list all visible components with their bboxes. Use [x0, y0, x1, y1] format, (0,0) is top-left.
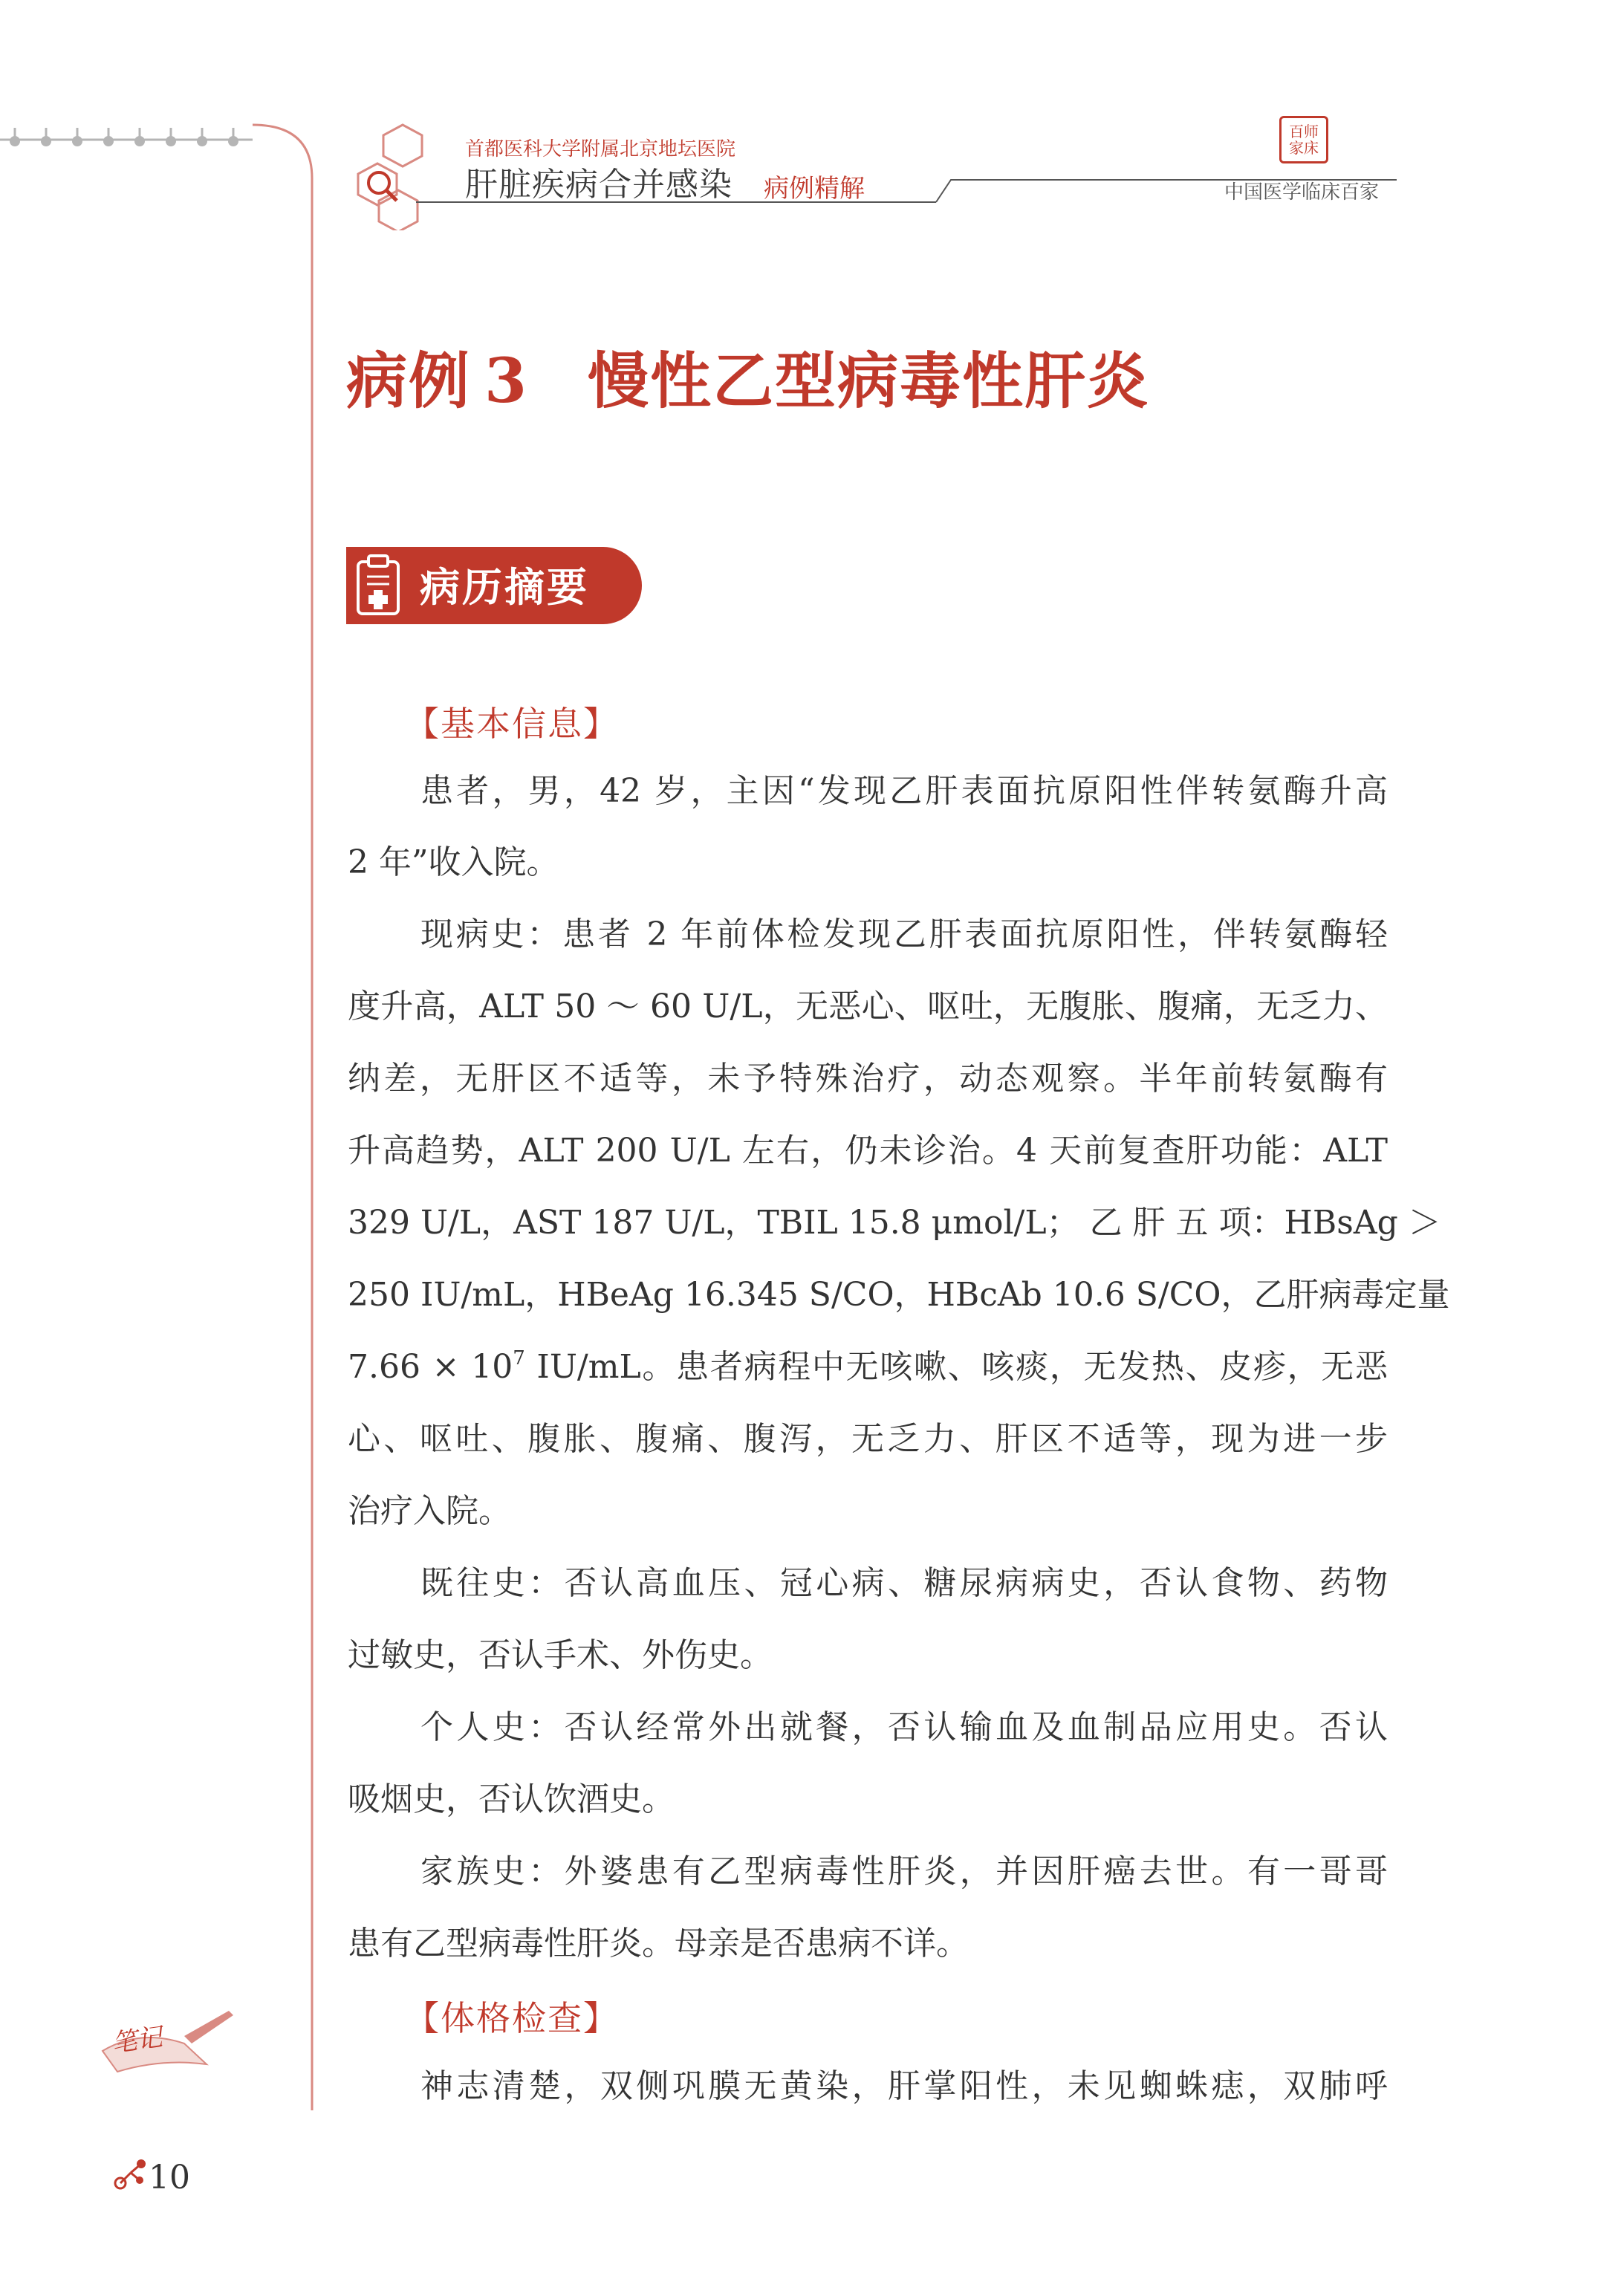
- text-line: [348, 1347, 1388, 1386]
- seal-stamp: [1279, 116, 1328, 163]
- collection-name: 中国医学临床百家: [1224, 181, 1380, 204]
- text-line: 吸烟史，否认饮酒史。: [348, 1780, 675, 1818]
- section-badge-label: 病历摘要: [420, 564, 589, 611]
- text-line: 2 年”收入院。: [348, 843, 559, 881]
- text-line: 过敏史，否认手术、外伤史。: [348, 1636, 773, 1674]
- clipboard-medical-icon: [352, 553, 404, 618]
- book-title: 肝脏疾病合并感染: [465, 166, 733, 204]
- superscript-exponent: 7: [513, 1347, 525, 1369]
- text-line: 升高趋势，ALT 200 U/L 左右，仍未诊治。4 天前复查肝功能：ALT: [348, 1132, 1388, 1170]
- chapter-number: 3: [484, 346, 529, 417]
- seal-text: 百师家床: [1289, 123, 1319, 157]
- text-line: 250 IU/mL，HBeAg 16.345 S/CO，HBcAb 10.6 S/CO，乙肝病毒定量: [348, 1276, 1450, 1314]
- text-line: 度升高，ALT 50 ～ 60 U/L，无恶心、呕吐，无腹胀、腹痛，无乏力、: [348, 988, 1388, 1025]
- chapter-label: 病例: [346, 346, 472, 417]
- text-line: 纳差，无肝区不适等，未予特殊治疗，动态观察。半年前转氨酶有: [348, 1060, 1388, 1098]
- text-line: 患有乙型病毒性肝炎。母亲是否患病不详。: [348, 1925, 969, 1962]
- margin-note-label: 笔记: [110, 2022, 164, 2059]
- molecule-icon: [111, 2155, 149, 2192]
- binding-holes-decoration: [0, 125, 253, 155]
- hexagon-logo-icon: [351, 119, 447, 230]
- text-line: 329 U/L，AST 187 U/L，TBIL 15.8 μmol/L； 乙 肝 五 项：HBsAg ＞: [348, 1204, 1441, 1242]
- text-line: 个人史：否认经常外出就餐，否认输血及血制品应用史。否认: [420, 1708, 1388, 1746]
- text-fragment: 7.66 × 10: [348, 1348, 513, 1386]
- chapter-title: [346, 333, 1149, 420]
- text-fragment: IU/mL。患者病程中无咳嗽、咳痰，无发热、皮疹，无恶: [524, 1348, 1388, 1386]
- text-line: 家族史：外婆患有乙型病毒性肝炎，并因肝癌去世。有一哥哥: [420, 1852, 1388, 1890]
- text-line: 治疗入院。: [348, 1492, 511, 1530]
- page-number: 10: [149, 2159, 190, 2197]
- margin-line: [253, 119, 327, 2110]
- text-line: 既往史：否认高血压、冠心病、糖尿病病史，否认食物、药物: [420, 1564, 1388, 1602]
- subheading-physical-exam: 【体格检查】: [405, 1998, 619, 2038]
- text-line: 心、呕吐、腹胀、腹痛、腹泻，无乏力、肝区不适等，现为进一步: [348, 1420, 1388, 1458]
- hospital-name: 首都医科大学附属北京地坛医院: [465, 138, 736, 161]
- subheading-basic-info: 【基本信息】: [405, 704, 619, 744]
- book-series: 病例精解: [764, 174, 865, 204]
- text-line: 现病史：患者 2 年前体检发现乙肝表面抗原阳性，伴转氨酶轻: [420, 915, 1388, 953]
- chapter-name: 慢性乙型病毒性肝炎: [588, 346, 1150, 417]
- text-line: 患者，男，42 岁，主因“发现乙肝表面抗原阳性伴转氨酶升高: [420, 772, 1388, 810]
- text-line: 神志清楚，双侧巩膜无黄染，肝掌阳性，未见蜘蛛痣，双肺呼: [420, 2067, 1388, 2105]
